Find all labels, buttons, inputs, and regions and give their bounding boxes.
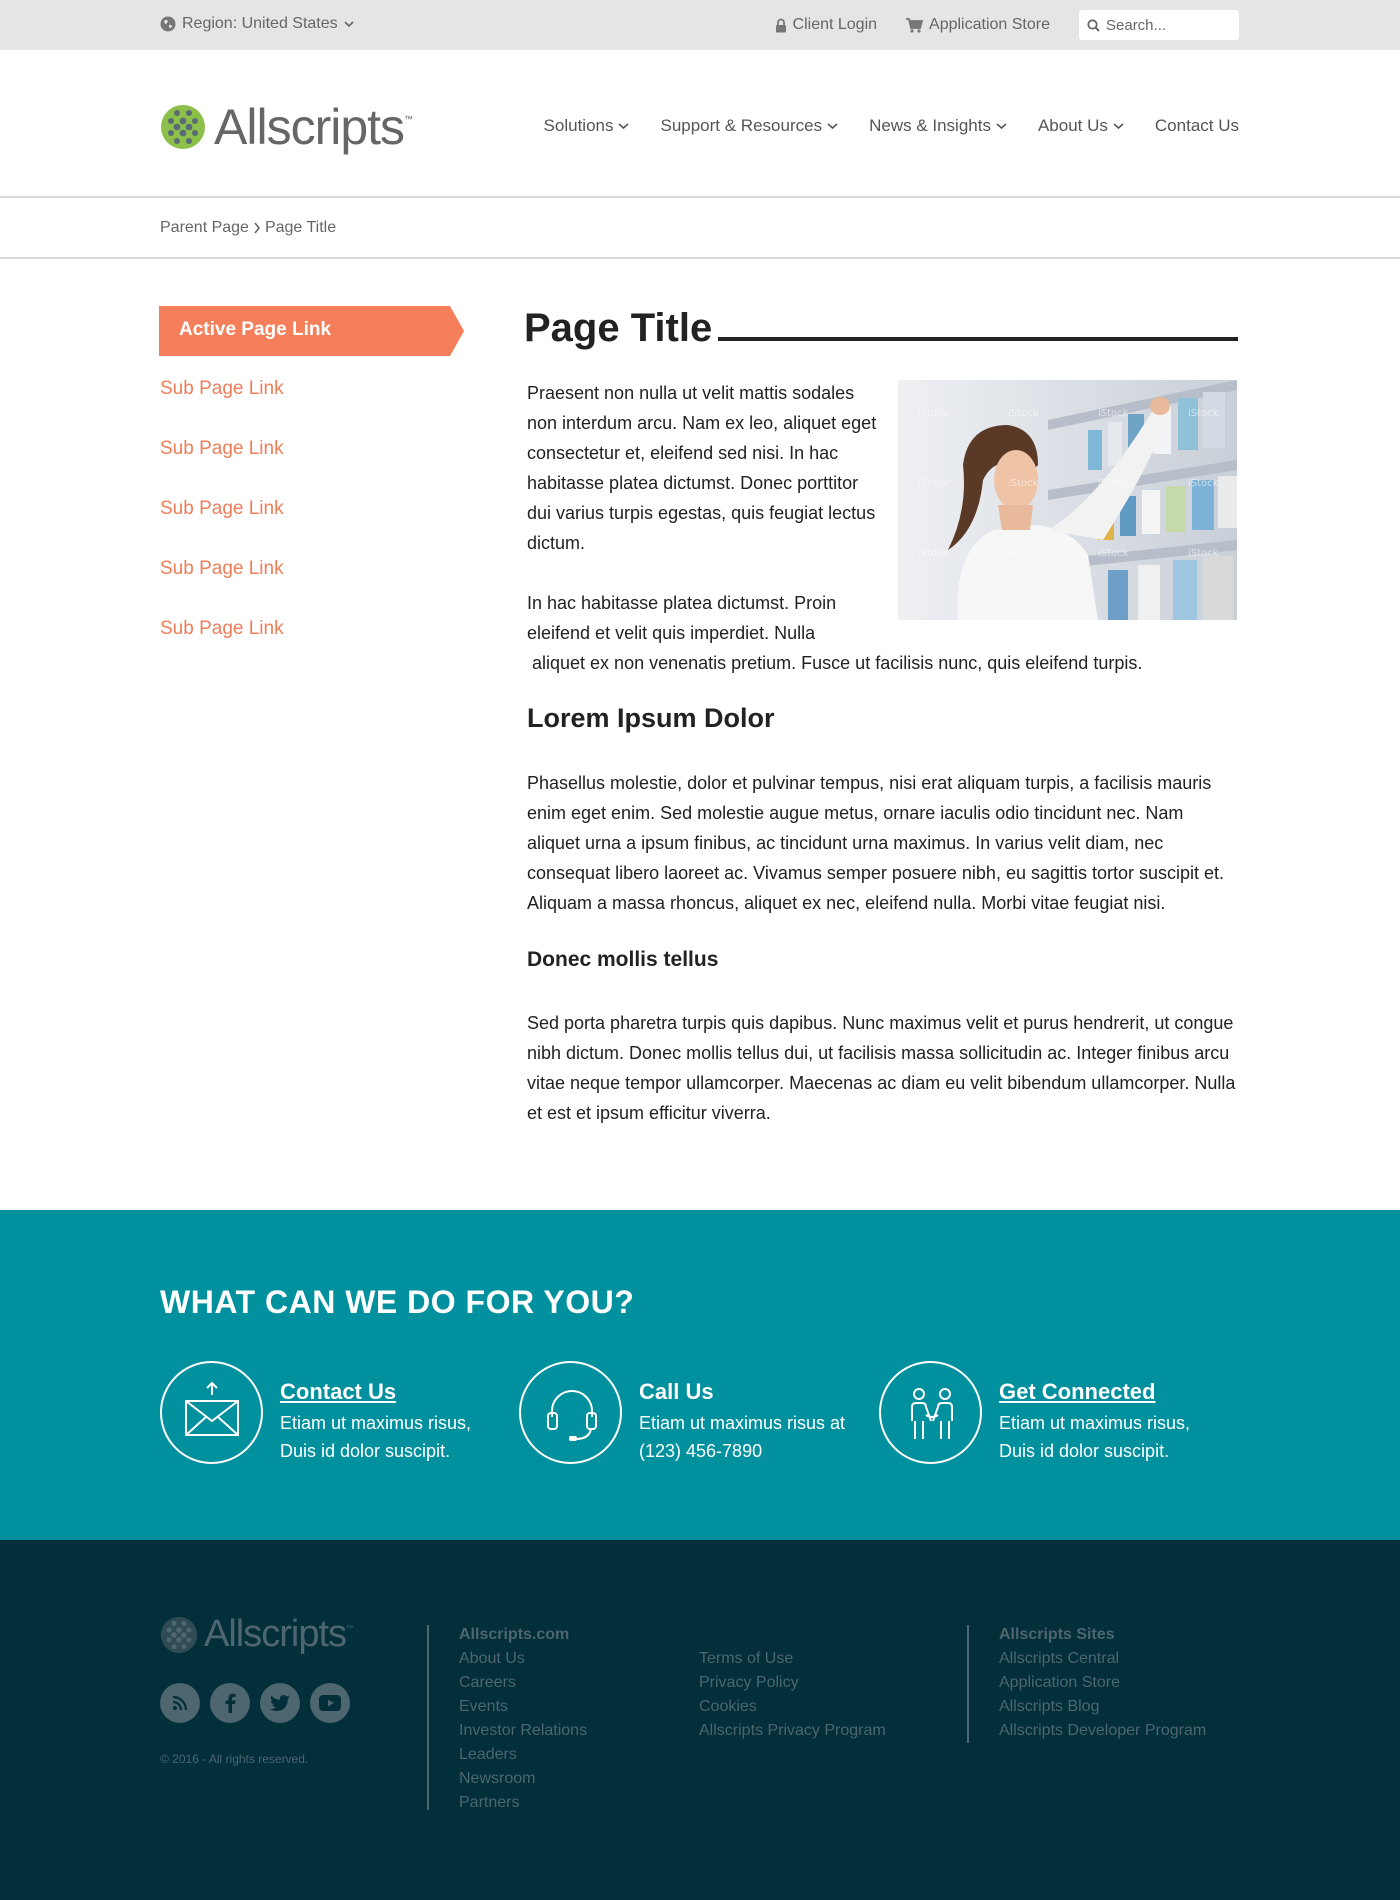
- chevron-down-icon: [996, 122, 1007, 130]
- pharmacist-photo: [898, 380, 1237, 620]
- footer-link[interactable]: About Us: [459, 1650, 525, 1667]
- breadcrumb-parent-link[interactable]: Parent Page: [160, 219, 249, 236]
- paragraph-line: aliquet ex non venenatis pretium. Fusce ut facilisis nunc, quis eleifend turpis.: [527, 653, 1143, 673]
- sidebar-sub-link[interactable]: Sub Page Link: [160, 498, 284, 519]
- svg-text:iStock: iStock: [1008, 478, 1039, 489]
- sidebar-sub-link[interactable]: Sub Page Link: [160, 378, 284, 399]
- youtube-button[interactable]: [310, 1683, 350, 1723]
- footer-link[interactable]: Allscripts Developer Program: [999, 1722, 1207, 1739]
- application-store-link[interactable]: [906, 16, 1050, 34]
- twitter-icon: [270, 1695, 290, 1711]
- application-store-label: Application Store: [929, 16, 1050, 33]
- logo-text: Allscripts: [214, 99, 405, 155]
- footer-link[interactable]: Application Store: [999, 1674, 1120, 1691]
- chevron-down-icon: [827, 122, 838, 130]
- svg-text:iStock: iStock: [918, 548, 949, 559]
- region-label: Region: United States: [182, 15, 338, 32]
- chevron-down-icon: [344, 20, 354, 28]
- svg-text:iStock: iStock: [1098, 408, 1129, 419]
- lock-icon: [775, 18, 787, 33]
- cta-icon-circle: [879, 1361, 982, 1464]
- footer-divider: [967, 1625, 969, 1743]
- footer-link[interactable]: Allscripts Central: [999, 1650, 1120, 1667]
- footer-link[interactable]: Newsroom: [459, 1770, 536, 1787]
- cta-heading-link[interactable]: Contact Us: [280, 1379, 397, 1404]
- nav-label: About Us: [1037, 116, 1108, 135]
- nav-label: Contact Us: [1154, 116, 1239, 135]
- rss-button[interactable]: [160, 1683, 200, 1723]
- cta-contact-us: [160, 1361, 500, 1465]
- cta-description: Etiam ut maximus risus at (123) 456-7890: [639, 1413, 846, 1461]
- search-input[interactable]: [1106, 17, 1231, 34]
- region-selector[interactable]: [160, 15, 354, 33]
- facebook-button[interactable]: [210, 1683, 250, 1723]
- sidebar-sub-link[interactable]: Sub Page Link: [160, 618, 284, 639]
- footer-link[interactable]: Allscripts Blog: [999, 1698, 1100, 1715]
- footer-logo-trademark: ™: [346, 1625, 354, 1632]
- chevron-down-icon: [618, 122, 629, 130]
- footer-link[interactable]: Cookies: [699, 1698, 757, 1715]
- section-paragraph: Phasellus molestie, dolor et pulvinar tempus, nisi erat aliquam turpis, a facilisis mauris enim eget enim. Sed molestie augue metus, ornare iaculis odio tincidunt nec. Nam aliquet urna a ipsum finibus, ac tincidunt urna maximus. In varius velit diam, nec consequat libero laoreet ac. Vivamus semper posuere nibh, eu sagittis tortor suscipit et. Aliquam a massa rhoncus, aliquet ex nec, eleifend nulla. Morbi vitae feugiat nisi.: [527, 773, 1225, 913]
- nav-solutions[interactable]: [544, 116, 630, 136]
- svg-text:iStock: iStock: [918, 478, 949, 489]
- footer-divider: [427, 1625, 429, 1810]
- allscripts-logo[interactable]: [160, 98, 413, 156]
- footer-logo-text: Allscripts: [204, 1613, 347, 1655]
- subsection-heading: Donec mollis tellus: [527, 948, 719, 971]
- nav-contact-us[interactable]: [1155, 116, 1239, 136]
- intro-paragraph: Praesent non nulla ut velit mattis sodales non interdum arcu. Nam ex leo, aliquet eget consectetur et, eleifend sed nisi. In hac habitasse platea dictumst. Donec porttitor dui varius turpis egestas, quis feugiat lectus dictum.: [527, 383, 877, 553]
- footer-link[interactable]: Events: [459, 1698, 508, 1715]
- nav-label: Solutions: [543, 116, 614, 135]
- site-footer: [0, 1540, 1400, 1900]
- twitter-button[interactable]: [260, 1683, 300, 1723]
- footer-link[interactable]: Privacy Policy: [699, 1674, 799, 1691]
- cta-get-connected: [879, 1361, 1219, 1465]
- svg-text:iStock: iStock: [918, 408, 949, 419]
- cta-call-us: [519, 1361, 859, 1465]
- title-divider: [718, 337, 1238, 341]
- client-login-link[interactable]: [775, 16, 878, 34]
- globe-logo-icon: [160, 104, 206, 150]
- paragraph-line: eleifend et velit quis imperdiet. Nulla: [527, 623, 816, 643]
- svg-text:iStock: iStock: [1188, 478, 1219, 489]
- nav-about-us[interactable]: [1038, 116, 1124, 136]
- footer-col-allscripts-com: [459, 1623, 587, 1815]
- svg-text:iStock: iStock: [1098, 478, 1129, 489]
- footer-link[interactable]: Terms of Use: [699, 1650, 794, 1667]
- utility-bar: [0, 0, 1400, 50]
- cta-icon-circle: [519, 1361, 622, 1464]
- globe-logo-icon: [160, 1616, 198, 1654]
- sidebar-sub-link[interactable]: Sub Page Link: [160, 558, 284, 579]
- social-links: [160, 1683, 350, 1723]
- footer-link[interactable]: Allscripts Privacy Program: [699, 1722, 886, 1739]
- nav-support-resources[interactable]: [660, 116, 838, 136]
- svg-text:iStock: iStock: [1008, 548, 1039, 559]
- footer-col-heading[interactable]: Allscripts.com: [459, 1626, 570, 1643]
- paragraph-line: In hac habitasse platea dictumst. Proin: [527, 593, 837, 613]
- subsection-paragraph: Sed porta pharetra turpis quis dapibus. Nunc maximus velit et purus hendrerit, ut congue nibh dictum. Donec mollis tellus dui, ut facilisis massa sollicitudin ac. Integer finibus arcu vitae neque tempor ullamcorper. Maecenas ac diam eu velit bibendum ullamcorper. Nulla et est et ipsum efficitur viverra.: [527, 1013, 1236, 1123]
- sidebar-active-link[interactable]: [159, 306, 464, 356]
- footer-col-allscripts-sites: [999, 1623, 1206, 1743]
- cta-title: WHAT CAN WE DO FOR YOU?: [160, 1284, 635, 1320]
- client-login-label: Client Login: [792, 16, 878, 33]
- cta-heading: Call Us: [639, 1379, 714, 1404]
- copyright: © 2016 - All rights reserved.: [160, 1752, 309, 1766]
- envelope-icon: [162, 1363, 265, 1466]
- nav-news-insights[interactable]: [869, 116, 1007, 136]
- chevron-down-icon: [1113, 122, 1124, 130]
- cta-heading-link[interactable]: Get Connected: [999, 1379, 1156, 1404]
- breadcrumb: [0, 198, 1400, 259]
- breadcrumb-current: Page Title: [264, 219, 337, 236]
- footer-link[interactable]: Partners: [459, 1794, 520, 1811]
- cta-description: Etiam ut maximus risus, Duis id dolor suscipit.: [999, 1413, 1191, 1461]
- page-title: Page Title: [524, 306, 713, 350]
- section-heading: Lorem Ipsum Dolor: [527, 703, 775, 733]
- cta-band: [0, 1210, 1400, 1540]
- site-header: [0, 50, 1400, 198]
- footer-logo[interactable]: [160, 1613, 353, 1656]
- search-icon: [1087, 19, 1100, 32]
- footer-col-legal: [699, 1647, 886, 1743]
- search-box[interactable]: [1079, 10, 1239, 40]
- svg-text:iStock: iStock: [1008, 408, 1039, 419]
- chevron-right-icon: [253, 222, 261, 234]
- facebook-icon: [224, 1693, 236, 1713]
- main-nav: [544, 116, 1239, 136]
- footer-link[interactable]: Investor Relations: [459, 1722, 588, 1739]
- cart-icon: [906, 18, 923, 33]
- cta-description: Etiam ut maximus risus, Duis id dolor suscipit.: [280, 1413, 472, 1461]
- nav-label: News & Insights: [869, 116, 991, 135]
- sidebar-sub-link[interactable]: Sub Page Link: [160, 438, 284, 459]
- footer-link[interactable]: Leaders: [459, 1746, 517, 1763]
- people-icon: [881, 1363, 984, 1466]
- globe-icon: [160, 16, 176, 32]
- footer-link[interactable]: Careers: [459, 1674, 516, 1691]
- sidebar-active-label: Active Page Link: [179, 319, 332, 340]
- cta-icon-circle: [160, 1361, 263, 1464]
- rss-icon: [172, 1695, 188, 1711]
- nav-label: Support & Resources: [660, 116, 823, 135]
- svg-text:iStock: iStock: [1188, 408, 1219, 419]
- logo-trademark: ™: [404, 114, 414, 124]
- svg-text:iStock: iStock: [1098, 548, 1129, 559]
- second-paragraph: [527, 588, 1237, 678]
- headset-icon: [521, 1363, 624, 1466]
- footer-col-heading: Allscripts Sites: [999, 1626, 1115, 1643]
- youtube-icon: [319, 1695, 341, 1711]
- svg-text:iStock: iStock: [1188, 548, 1219, 559]
